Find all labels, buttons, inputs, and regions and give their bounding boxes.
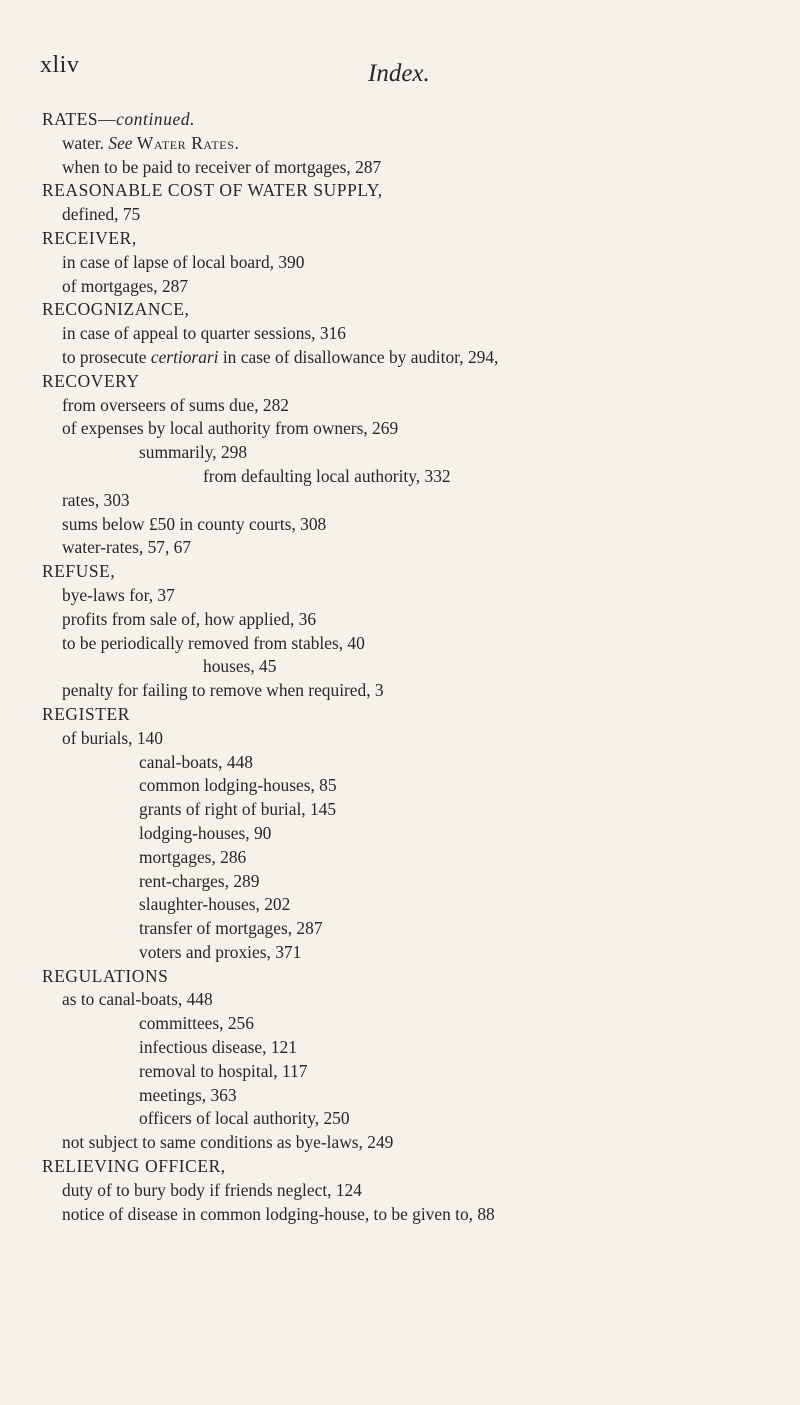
index-heading bbox=[42, 298, 782, 322]
entry-italic-term: certiorari bbox=[150, 346, 219, 367]
entry-text: common lodging-houses, 85 bbox=[139, 775, 337, 796]
index-subentry bbox=[42, 536, 782, 560]
entry-text: from overseers of sums due, 282 bbox=[62, 394, 289, 415]
index-subentry bbox=[42, 941, 782, 965]
index-subentry bbox=[42, 584, 782, 608]
entry-text: of expenses by local authority from owners, 269 bbox=[62, 418, 399, 439]
entry-text: slaughter-houses, 202 bbox=[139, 894, 291, 915]
entry-text: RATES— bbox=[42, 109, 117, 129]
entry-text: notice of disease in common lodging-house, to be given to, 88 bbox=[62, 1203, 495, 1224]
entry-text: mortgages, 286 bbox=[139, 846, 247, 867]
index-subentry bbox=[42, 513, 782, 537]
index-subentry bbox=[42, 322, 782, 346]
entry-text: RECOGNIZANCE, bbox=[42, 299, 190, 320]
index-subentry bbox=[42, 1036, 782, 1060]
index-heading bbox=[42, 179, 782, 203]
index-heading bbox=[42, 703, 782, 727]
entry-text: water-rates, 57, 67 bbox=[62, 537, 192, 558]
index-subentry bbox=[42, 893, 782, 917]
index-heading bbox=[42, 1155, 782, 1179]
entry-text: transfer of mortgages, 287 bbox=[139, 918, 323, 939]
index-subentry bbox=[42, 156, 782, 180]
index-subentry bbox=[42, 417, 782, 441]
index-subentry bbox=[42, 132, 782, 156]
entry-text: meetings, 363 bbox=[139, 1084, 237, 1105]
index-subentry bbox=[42, 655, 782, 679]
index-heading bbox=[42, 560, 782, 584]
index-heading bbox=[42, 227, 782, 251]
index-subentry bbox=[42, 988, 782, 1012]
index-subentry bbox=[42, 489, 782, 513]
entry-text: as to canal-boats, 448 bbox=[62, 989, 213, 1010]
index-subentry bbox=[42, 1203, 782, 1227]
see-reference-label: See bbox=[108, 132, 133, 153]
entry-text: to be periodically removed from stables, 40 bbox=[62, 632, 365, 653]
index-subentry bbox=[42, 727, 782, 751]
entry-text: RELIEVING OFFICER, bbox=[42, 1156, 226, 1177]
entry-text: officers of local authority, 250 bbox=[139, 1108, 350, 1129]
entry-text: from defaulting local authority, 332 bbox=[203, 465, 451, 486]
index-subentry bbox=[42, 441, 782, 465]
entry-text: REGISTER bbox=[42, 703, 130, 724]
entry-text: in case of appeal to quarter sessions, 316 bbox=[62, 323, 346, 344]
entry-text: RECEIVER, bbox=[42, 227, 137, 248]
entry-text: bye-laws for, 37 bbox=[62, 584, 175, 605]
entry-text: lodging-houses, 90 bbox=[139, 822, 272, 843]
entry-text: voters and proxies, 371 bbox=[139, 941, 302, 962]
entry-text: summarily, 298 bbox=[139, 442, 248, 463]
entry-text: REGULATIONS bbox=[42, 965, 169, 986]
index-entries bbox=[42, 108, 782, 1226]
entry-text: duty of to bury body if friends neglect, 124 bbox=[62, 1179, 362, 1200]
entry-text: to prosecute bbox=[62, 346, 151, 367]
entry-text: REFUSE, bbox=[42, 561, 116, 582]
entry-text: committees, 256 bbox=[139, 1013, 254, 1034]
entry-text: defined, 75 bbox=[62, 204, 141, 225]
entry-text: sums below £50 in county courts, 308 bbox=[62, 513, 327, 534]
index-subentry bbox=[42, 846, 782, 870]
index-subentry bbox=[42, 346, 782, 370]
index-subentry bbox=[42, 1012, 782, 1036]
index-heading bbox=[42, 108, 782, 132]
entry-text: profits from sale of, how applied, 36 bbox=[62, 608, 317, 629]
index-subentry bbox=[42, 1084, 782, 1108]
entry-text: grants of right of burial, 145 bbox=[139, 799, 337, 820]
index-subentry bbox=[42, 870, 782, 894]
index-subentry bbox=[42, 608, 782, 632]
entry-text: when to be paid to receiver of mortgages, 287 bbox=[62, 156, 382, 177]
entry-text: REASONABLE COST OF WATER SUPPLY, bbox=[42, 180, 383, 201]
entry-text: of mortgages, 287 bbox=[62, 275, 189, 296]
index-subentry bbox=[42, 632, 782, 656]
index-subentry bbox=[42, 465, 782, 489]
entry-text: water. bbox=[62, 132, 105, 153]
entry-text: rates, 303 bbox=[62, 489, 130, 510]
entry-text: not subject to same conditions as bye-laws, 249 bbox=[62, 1132, 394, 1153]
entry-text: canal-boats, 448 bbox=[139, 751, 253, 772]
index-subentry bbox=[42, 774, 782, 798]
entry-text: rent-charges, 289 bbox=[139, 870, 260, 891]
entry-text: penalty for failing to remove when required, 3 bbox=[62, 680, 384, 701]
index-subentry bbox=[42, 1060, 782, 1084]
entry-italic-term: continued. bbox=[116, 109, 196, 129]
entry-text: removal to hospital, 117 bbox=[139, 1060, 308, 1081]
entry-text: houses, 45 bbox=[203, 656, 277, 677]
index-heading bbox=[42, 370, 782, 394]
index-subentry bbox=[42, 1107, 782, 1131]
entry-text: in case of lapse of local board, 390 bbox=[62, 251, 305, 272]
index-subentry bbox=[42, 275, 782, 299]
entry-text: infectious disease, 121 bbox=[139, 1037, 297, 1058]
running-title: Index. bbox=[368, 60, 430, 87]
index-subentry bbox=[42, 917, 782, 941]
index-subentry bbox=[42, 679, 782, 703]
page-number: xliv bbox=[40, 52, 80, 78]
index-subentry bbox=[42, 251, 782, 275]
index-subentry bbox=[42, 798, 782, 822]
index-subentry bbox=[42, 203, 782, 227]
index-heading bbox=[42, 965, 782, 989]
entry-text: of burials, 140 bbox=[62, 727, 163, 748]
index-subentry bbox=[42, 394, 782, 418]
index-subentry bbox=[42, 1131, 782, 1155]
index-subentry bbox=[42, 822, 782, 846]
index-subentry bbox=[42, 1179, 782, 1203]
index-subentry bbox=[42, 751, 782, 775]
cross-reference: Water Rates. bbox=[136, 132, 240, 153]
entry-text: in case of disallowance by auditor, 294, bbox=[218, 346, 499, 367]
entry-text: RECOVERY bbox=[42, 370, 140, 391]
